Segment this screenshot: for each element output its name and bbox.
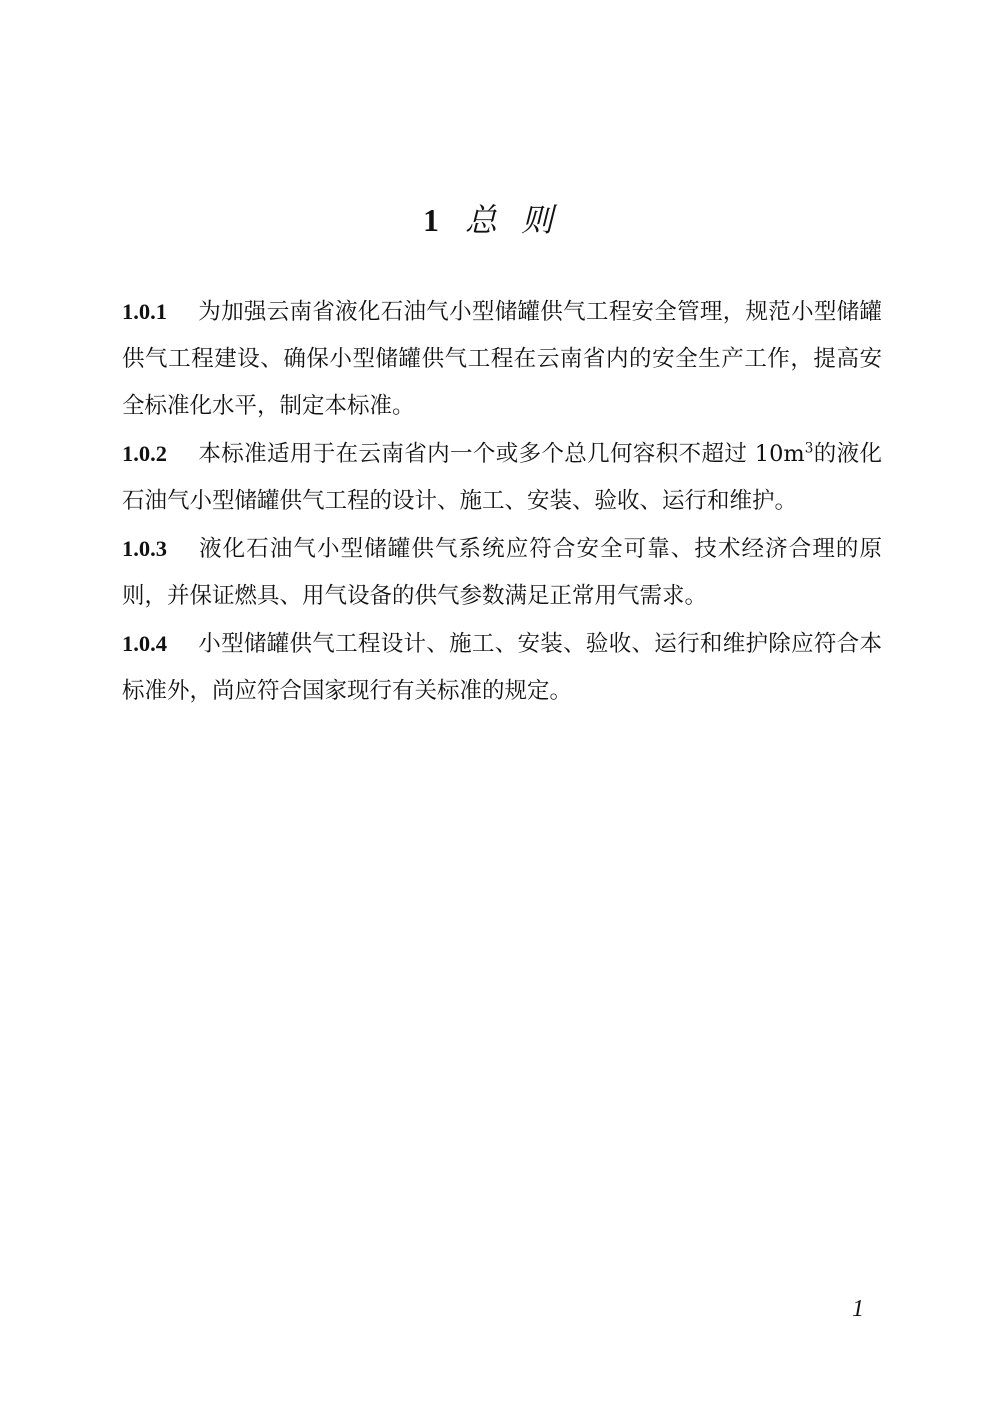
page-number: 1 — [852, 1296, 864, 1322]
clause-1-0-1 — [122, 288, 882, 430]
clause-number: 1.0.3 — [122, 536, 167, 561]
clause-1-0-3 — [122, 525, 882, 620]
clause-text: 液化石油气小型储罐供气系统应符合安全可靠、技术经济合理的原则，并保证燃具、用气设备的供气参数满足正常用气需求。 — [122, 536, 882, 609]
clause-number: 1.0.2 — [122, 441, 167, 466]
clause-number: 1.0.4 — [122, 631, 167, 656]
clause-text: 为加强云南省液化石油气小型储罐供气工程安全管理，规范小型储罐供气工程建设、确保小型储罐供气工程在云南省内的安全生产工作，提高安全标准化水平，制定本标准。 — [122, 299, 882, 419]
unit-superscript: 3 — [804, 440, 814, 457]
clause-text: 本标准适用于在云南省内一个或多个总几何容积不超过 10m — [198, 441, 805, 467]
chapter-title: 总则 — [464, 201, 577, 239]
clause-list — [122, 288, 882, 715]
chapter-heading — [0, 196, 1000, 244]
chapter-number: 1 — [422, 202, 439, 238]
clause-text: 小型储罐供气工程设计、施工、安装、验收、运行和维护除应符合本标准外，尚应符合国家现行有关标准的规定。 — [122, 631, 882, 704]
clause-1-0-2 — [122, 430, 882, 525]
clause-text-continued: 的液化石油气小型储罐供气工程的设计、施工、安装、验收、运行和维护。 — [122, 441, 882, 514]
clause-1-0-4 — [122, 620, 882, 715]
clause-number: 1.0.1 — [122, 299, 167, 324]
